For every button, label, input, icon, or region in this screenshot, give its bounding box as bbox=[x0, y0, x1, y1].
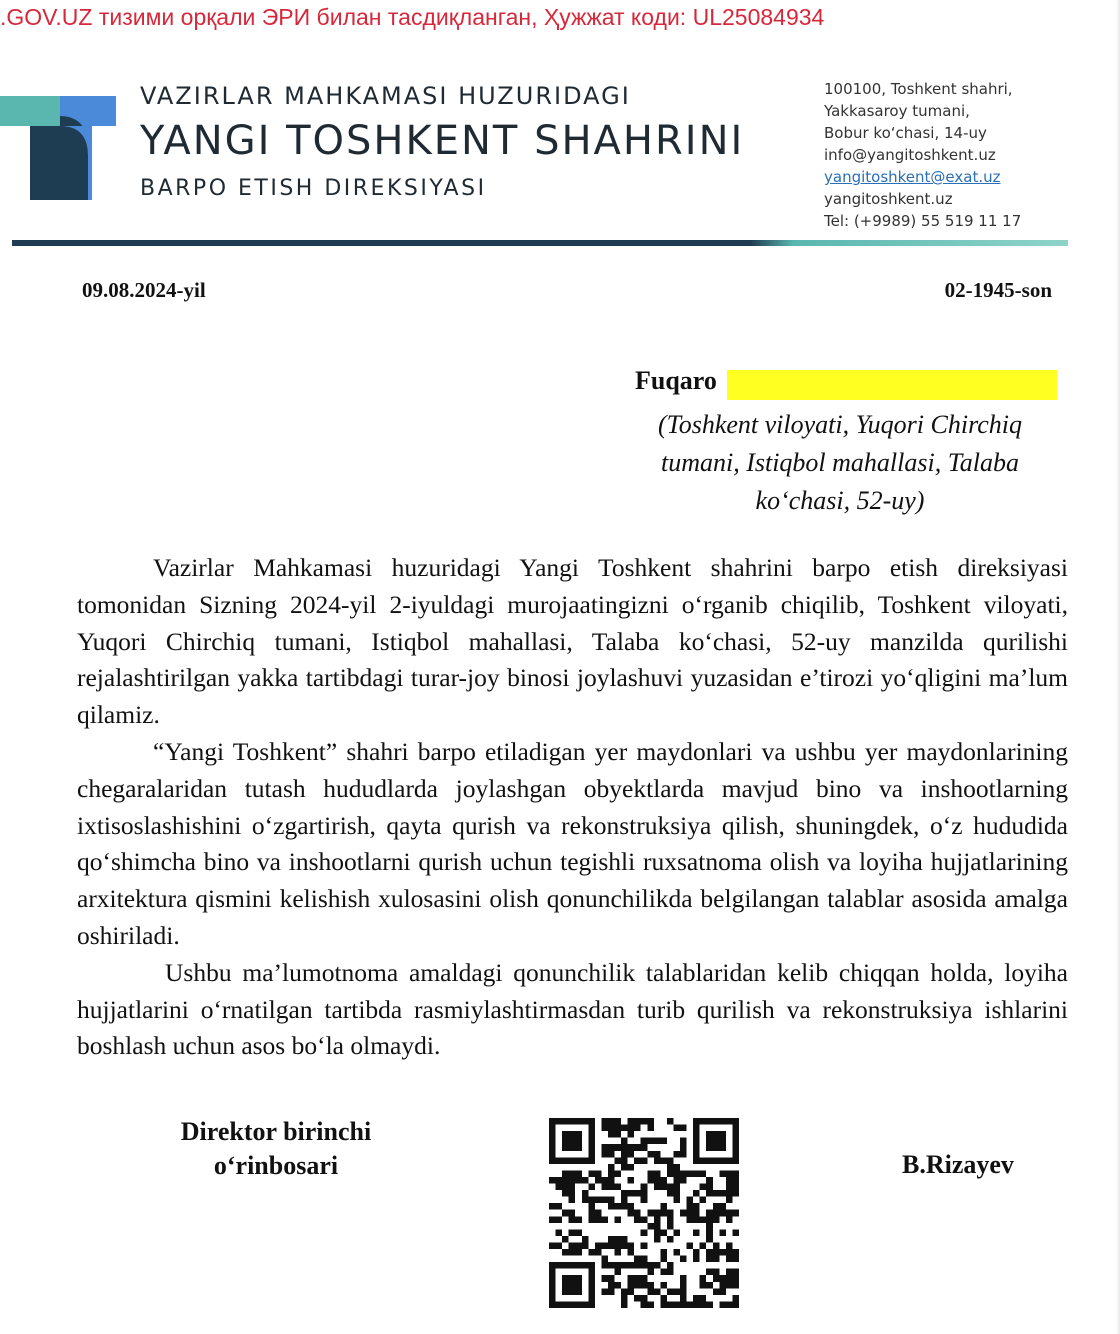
qr-code-icon bbox=[549, 1118, 739, 1308]
organization-name-line3: BARPO ETISH DIREKSIYASI bbox=[140, 176, 487, 201]
organization-name-line1: VAZIRLAR MAHKAMASI HUZURIDAGI bbox=[140, 82, 631, 110]
redacted-name bbox=[727, 370, 1057, 400]
recipient-address-line: ko‘chasi, 52-uy) bbox=[755, 486, 925, 515]
contact-website: yangitoshkent.uz bbox=[824, 190, 953, 208]
recipient-block bbox=[600, 366, 1080, 520]
contact-block bbox=[824, 78, 1021, 232]
scan-edge-shadow bbox=[1116, 0, 1120, 1334]
contact-email: info@yangitoshkent.uz bbox=[824, 146, 996, 164]
recipient-address-line: tumani, Istiqbol mahallasi, Talaba bbox=[660, 448, 1020, 477]
document-number: 02-1945-son bbox=[944, 278, 1052, 302]
signer-title-line2: o‘rinbosari bbox=[213, 1151, 339, 1180]
contact-postal: 100100, Toshkent shahri, bbox=[824, 80, 1013, 98]
organization-logo-icon bbox=[0, 96, 116, 200]
document-date: 09.08.2024-yil bbox=[82, 278, 206, 302]
body-paragraph: Ushbu ma’lumotnoma amaldagi qonunchilik talablaridan kelib chiqqan holda, loyiha hujjatlarini o‘rnatilgan tartibda rasmiylashtirmasdan turib qurilish va rekonstruksiya ishlarini boshlash uchun asos bo‘la olmaydi. bbox=[77, 957, 1068, 1061]
signer-title-line1: Direktor birinchi bbox=[180, 1117, 372, 1146]
contact-district: Yakkasaroy tumani, bbox=[824, 102, 970, 120]
letter-body bbox=[77, 550, 1068, 1065]
contact-street: Bobur ko‘chasi, 14-uy bbox=[824, 124, 987, 142]
contact-exat-email-link[interactable]: yangitoshkent@exat.uz bbox=[824, 168, 1001, 186]
header-divider bbox=[12, 240, 1068, 246]
body-paragraph: Vazirlar Mahkamasi huzuridagi Yangi Toshkent shahrini barpo etish direksiyasi tomonidan Sizning 2024-yil 2-iyuldagi murojaatingizni o‘rganib chiqilib, Toshkent viloyati, Yuqori Chirchiq tumani, Istiqbol mahallasi, Talaba ko‘chasi, 52-uy manzilda qurilishi rejalashtirilgan yakka tartibdagi turar-joy binosi joylashuvi yuzasidan e’tirozi yo‘qligini ma’lum qilamiz. bbox=[77, 553, 1068, 730]
signer-title bbox=[150, 1115, 402, 1183]
verification-watermark: .GOV.UZ тизими орқали ЭРИ билан тасдиқланган, Ҳужжат коди: UL25084934 bbox=[0, 4, 825, 30]
organization-name-line2: YANGI TOSHKENT SHAHRINI bbox=[140, 118, 745, 164]
recipient-label: Fuqaro bbox=[635, 366, 717, 395]
contact-phone: Tel: (+9989) 55 519 11 17 bbox=[824, 212, 1022, 230]
signer-name: B.Rizayev bbox=[902, 1150, 1014, 1179]
body-paragraph: “Yangi Toshkent” shahri barpo etiladigan yer maydonlari va ushbu yer maydonlarining chegaralaridan tutash hududlarda joylashgan obyektlarda mavjud bino va inshootlarning ixtisoslashishini o‘zgartirish, qayta qurish va rekonstruksiya qilish, shuningdek, o‘z hududida qo‘shimcha bino va inshootlarni qurish uchun tegishli ruxsatnoma olish va loyiha hujjatlarining arxitektura qismini kelishish xulosasini olish qonunchilikda belgilangan talablar asosida amalga oshiriladi. bbox=[77, 736, 1068, 950]
recipient-address-line: (Toshkent viloyati, Yuqori Chirchiq bbox=[657, 410, 1023, 439]
